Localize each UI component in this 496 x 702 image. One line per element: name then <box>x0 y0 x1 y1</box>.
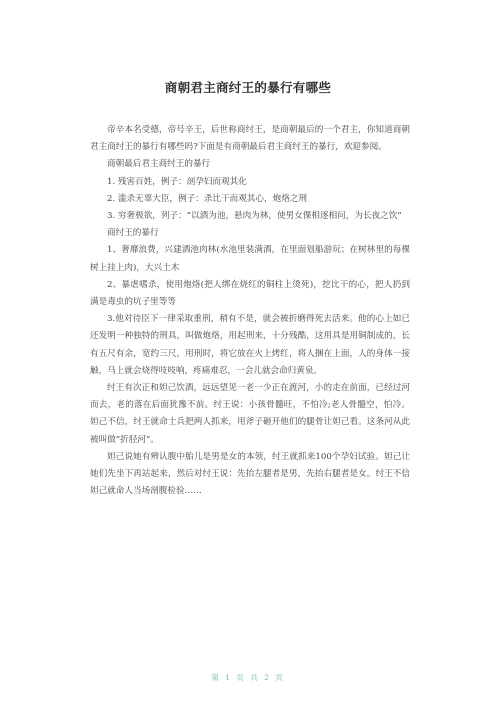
list-item: 3.他对待臣下一律采取重刑，稍有不是，就会被折磨得死去活来。他的心上如已还发明一种独特的刑具，叫做炮烙，用起刑来，十分残酷，这用具是用铜制成的，长有五尺有余，宽约三尺，用刑时，将它放在火上烤红，将人捆在上面，人的身体一接触，马上就会烧得吱吱响，疼痛难忍，一会儿就会命归黄泉。 <box>90 314 410 376</box>
page-title: 商朝君主商纣王的暴行有哪些 <box>164 80 332 95</box>
document-body <box>90 122 410 500</box>
intro-paragraph: 帝辛本名受德，帝号辛王，后世称商纣王，是商朝最后的一个君主，你知道商朝君主商纣王的暴行有哪些吗?下面是有商朝最后君主商纣王的暴行，欢迎参阅。 <box>90 125 410 153</box>
section-heading: 商纣王的暴行 <box>107 228 159 239</box>
list-item: 2、暴虐嗜杀，使用炮烙(把人绑在烧红的铜柱上烫死)，挖比干的心，把人扔到满是毒虫的坑子里等等 <box>90 279 410 308</box>
body-paragraph: 纣王有次正和妲己饮酒，远远望见一老一少正在渡河，小的走在前面，已经过河而去，老的落在后面犹豫不前。纣王说：小孩骨髓旺，不怕冷;老人骨髓空，怕冷。妲己不信，纣王就命士兵把两人抓来，用斧子砸开他们的腿骨让妲己看。这条河从此被叫做“折胫河”。 <box>90 383 410 445</box>
section-heading: 商朝最后君主商纣王的暴行 <box>107 159 211 170</box>
list-item: 1. 残害百姓，例子：剖孕妇而观其化 <box>107 176 247 187</box>
list-item: 2. 滥杀无辜大臣，例子：杀比干而观其心，炮烙之刑 <box>107 193 307 204</box>
page-number-footer: 第 1 页 共 2 页 <box>211 673 285 682</box>
list-item: 1、奢靡浪费，兴建酒池肉林(水池里装满酒，在里面划船游玩；在树林里的每棵树上挂上肉)，大兴土木 <box>90 245 410 273</box>
body-paragraph: 妲己说她有辨认腹中胎儿是男是女的本领，纣王就抓来100个孕妇试验。妲己让她们先坐下再站起来，然后对纣王说：先抬左腿者是男，先抬右腿者是女。纣王不信妲己就命人当场剖腹检验…… <box>90 451 410 497</box>
list-item: 3. 穷奢极欲，列子：“以酒为池，悬肉为林，使男女倮相逐相问，为长夜之饮” <box>107 211 402 222</box>
